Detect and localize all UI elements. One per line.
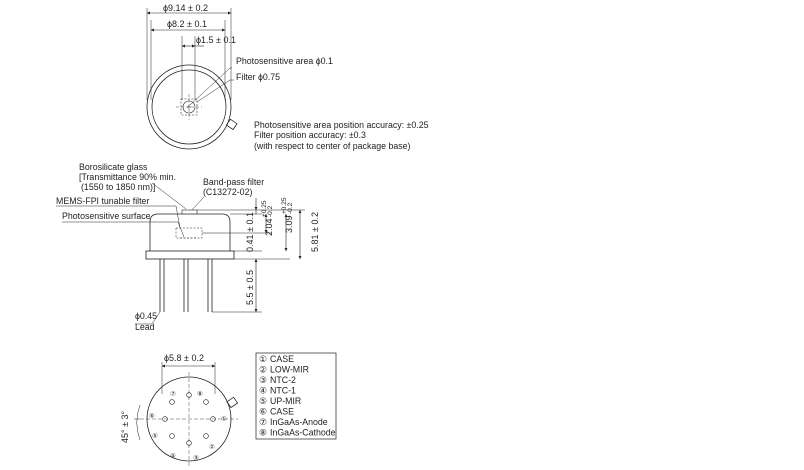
cap-dia-label: ϕ8.2 ± 0.1 [167, 19, 208, 29]
pin-label-7: ⑦ [170, 391, 176, 398]
top-view [147, 8, 237, 149]
dim-204-tol-dn: -0.2 [267, 205, 274, 217]
glass-label-2: [Transmittance 90% min. [79, 172, 176, 182]
base-flange [146, 251, 234, 259]
pin-table-num-6: ⑥ [259, 406, 267, 417]
photosensitive-area-label: Photosensitive area ϕ0.1 [236, 56, 333, 66]
pin-table-name-4: NTC-1 [270, 385, 296, 396]
pin-table-name-3: NTC-2 [270, 375, 296, 385]
pin-table-name-5: UP-MIR [270, 396, 302, 406]
dim-309-tol-dn: -0.2 [287, 202, 294, 214]
bandpass-label-2: (C13272-02) [203, 187, 253, 197]
pin-table-name-7: InGaAs-Anode [270, 417, 328, 427]
accuracy-note-1: Photosensitive area position accuracy: ±0.25 [254, 120, 429, 130]
mems-label: MEMS-FPI tunable filter [56, 196, 150, 206]
pin-label-6: ⑥ [149, 413, 155, 420]
pin-hole-8 [204, 400, 209, 405]
dim-204-label: 2.04 [264, 218, 274, 236]
pin-label-4: ④ [170, 453, 176, 460]
pin-table-num-8: ⑧ [259, 427, 267, 438]
glass-label-1: Borosilicate glass [79, 162, 148, 172]
bandpass-label-1: Band-pass filter [203, 177, 265, 187]
dim-309-tol-up: +0.25 [281, 197, 288, 214]
index-tab [226, 119, 237, 129]
pin-label-2: ② [209, 444, 215, 451]
window-dia-label: ϕ1.5 ± 0.1 [196, 35, 237, 45]
pin-table-name-1: CASE [270, 354, 294, 364]
dim-581-label: 5.81 ± 0.2 [310, 212, 320, 252]
accuracy-note-2: Filter position accuracy: ±0.3 [254, 130, 366, 140]
pin-table-name-6: CASE [270, 406, 294, 417]
outer-dia-label: ϕ9.14 ± 0.2 [163, 3, 209, 13]
pin-table-num-2: ② [259, 364, 267, 375]
filter-label: Filter ϕ0.75 [236, 72, 281, 82]
accuracy-note-3: (with respect to center of package base) [254, 141, 411, 151]
lead-dia-label: ϕ0.45 [135, 311, 158, 321]
pin-table-rows [259, 354, 336, 438]
pin-table-name-2: LOW-MIR [270, 364, 309, 375]
pin-label-8: ⑧ [197, 391, 203, 398]
pin-label-3: ③ [193, 455, 199, 462]
surface-label: Photosensitive surface [62, 211, 151, 221]
pin-table-num-4: ④ [259, 385, 267, 396]
pin-table-num-3: ③ [259, 375, 267, 385]
dim-204-tol-up: +0.25 [261, 200, 268, 217]
dim-55-label: 5.5 ± 0.5 [245, 270, 255, 305]
pin-table-num-7: ⑦ [259, 417, 267, 427]
lead-label: Lead [135, 322, 155, 332]
pin-hole-4 [170, 434, 175, 439]
pin-table-num-1: ① [259, 354, 267, 364]
dim-041-label: 0.41 ± 0.1 [245, 212, 255, 252]
pin-circle-label: ϕ5.8 ± 0.2 [164, 353, 205, 363]
dim-309-label: 3.09 [284, 215, 294, 233]
cap-body [150, 214, 230, 251]
pin-label-1: ① [221, 416, 227, 423]
internal-filter [176, 228, 202, 238]
pin-table-name-8: InGaAs-Cathode [270, 427, 336, 438]
pin-hole-6 [170, 400, 175, 405]
pin-label-5: ⑤ [152, 433, 158, 440]
pin-hole-2 [204, 434, 209, 439]
pin-table-num-5: ⑤ [259, 396, 267, 406]
glass-label-3: (1550 to 1850 nm)] [81, 182, 156, 192]
angle-label: 45° ± 3° [120, 410, 130, 443]
angle-arc [137, 405, 140, 440]
